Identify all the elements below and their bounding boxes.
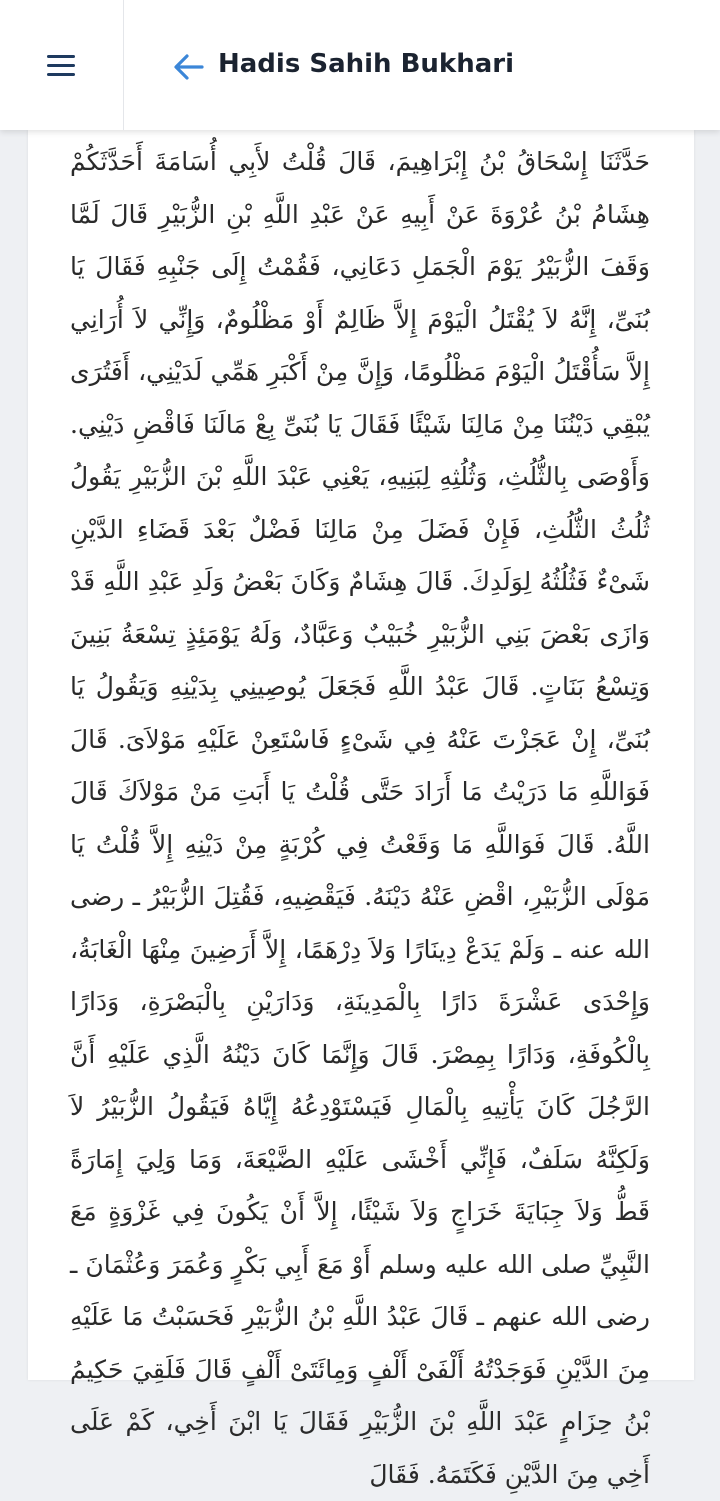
back-arrow-svg [170, 48, 208, 86]
hadith-text: حَدَّثَنَا إِسْحَاقُ بْنُ إِبْرَاهِيمَ، قَالَ قُلْتُ لأَبِي أُسَامَةَ أَحَدَّثَكُمْ هِشَامُ بْنُ عُرْوَةَ عَنْ أَبِيهِ عَنْ عَبْدِ اللَّهِ بْنِ الزُّبَيْرِ قَالَ لَمَّا وَقَفَ الزُّبَيْرُ يَوْمَ الْجَمَلِ دَعَانِي، فَقُمْتُ إِلَى جَنْبِهِ فَقَالَ يَا بُنَىِّ، إِنَّهُ لاَ يُقْتَلُ الْيَوْمَ إِلاَّ ظَالِمٌ أَوْ مَظْلُومٌ، وَإِنِّي لاَ أُرَانِي إِلاَّ سَأُقْتَلُ الْيَوْمَ مَظْلُومًا، وَإِنَّ مِنْ أَكْبَرِ هَمِّي لَدَيْنِي، أَفَتُرَى يُبْقِي دَيْنُنَا مِنْ مَالِنَا شَيْئًا فَقَالَ يَا بُنَىِّ بِعْ مَالَنَا فَاقْضِ دَيْنِي. وَأَوْصَى بِالثُّلُثِ، وَثُلُثِهِ لِبَنِيهِ، يَعْنِي عَبْدَ اللَّهِ بْنَ الزُّبَيْرِ يَقُولُ ثُلُثُ الثُّلُثِ، فَإِنْ فَضَلَ مِنْ مَالِنَا فَضْلٌ بَعْدَ قَضَاءِ الدَّيْنِ شَىْءٌ فَثُلُثُهُ لِوَلَدِكَ. قَالَ هِشَامٌ وَكَانَ بَعْضُ وَلَدِ عَبْدِ اللَّهِ قَدْ وَازَى بَعْضَ بَنِي الزُّبَيْرِ خُبَيْبٌ وَعَبَّادٌ، وَلَهُ يَوْمَئِذٍ تِسْعَةُ بَنِينَ وَتِسْعُ بَنَاتٍ. قَالَ عَبْدُ اللَّهِ فَجَعَلَ يُوصِينِي بِدَيْنِهِ وَيَقُولُ يَا بُنَىِّ، إِنْ عَجَزْتَ عَنْهُ فِي شَىْءٍ فَاسْتَعِنْ عَلَيْهِ مَوْلاَىَ. قَالَ فَوَاللَّهِ مَا دَرَيْتُ مَا أَرَادَ حَتَّى قُلْتُ يَا أَبَتِ مَنْ مَوْلاَكَ قَالَ اللَّهُ. قَالَ فَوَاللَّهِ مَا وَقَعْتُ فِي كُرْبَةٍ مِنْ دَيْنِهِ إِلاَّ قُلْتُ يَا مَوْلَى الزُّبَيْرِ، اقْضِ عَنْهُ دَيْنَهُ. فَيَقْضِيهِ، فَقُتِلَ الزُّبَيْرُ ـ رضى الله عنه ـ وَلَمْ يَدَعْ دِينَارًا وَلاَ دِرْهَمًا، إِلاَّ أَرَضِينَ مِنْهَا الْغَابَةُ، وَإِحْدَى عَشْرَةَ دَارًا بِالْمَدِينَةِ، وَدَارَيْنِ بِالْبَصْرَةِ، وَدَارًا بِالْكُوفَةِ، وَدَارًا بِمِصْرَ. قَالَ وَإِنَّمَا كَانَ دَيْنُهُ الَّذِي عَلَيْهِ أَنَّ الرَّجُلَ كَانَ يَأْتِيهِ بِالْمَالِ فَيَسْتَوْدِعُهُ إِيَّاهُ فَيَقُولُ الزُّبَيْرُ لاَ وَلَكِنَّهُ سَلَفٌ، فَإِنِّي أَخْشَى عَلَيْهِ الضَّيْعَةَ، وَمَا وَلِيَ إِمَارَةً قَطُّ وَلاَ جِبَايَةَ خَرَاجٍ وَلاَ شَيْئًا، إِلاَّ أَنْ يَكُونَ فِي غَزْوَةٍ مَعَ النَّبِيِّ صلى الله عليه وسلم أَوْ مَعَ أَبِي بَكْرٍ وَعُمَرَ وَعُثْمَانَ ـ رضى الله عنهم ـ قَالَ عَبْدُ اللَّهِ بْنُ الزُّبَيْرِ فَحَسَبْتُ مَا عَلَيْهِ مِنَ الدَّيْنِ فَوَجَدْتُهُ أَلْفَىْ أَلْفٍ وَمِائَتَىْ أَلْفٍ قَالَ فَلَقِيَ حَكِيمُ بْنُ حِزَامٍ عَبْدَ اللَّهِ بْنَ الزُّبَيْرِ فَقَالَ يَا ابْنَ أَخِي، كَمْ عَلَى أَخِي مِنَ الدَّيْنِ فَكَتَمَهُ. فَقَالَ [70, 147, 650, 1489]
hamburger-menu-icon[interactable] [40, 48, 80, 84]
menu-zone [0, 0, 124, 130]
app-bar [0, 0, 720, 130]
page-title: Hadis Sahih Bukhari [218, 49, 515, 79]
hadith-card [28, 130, 694, 1489]
arrow-left-icon[interactable] [170, 48, 208, 86]
